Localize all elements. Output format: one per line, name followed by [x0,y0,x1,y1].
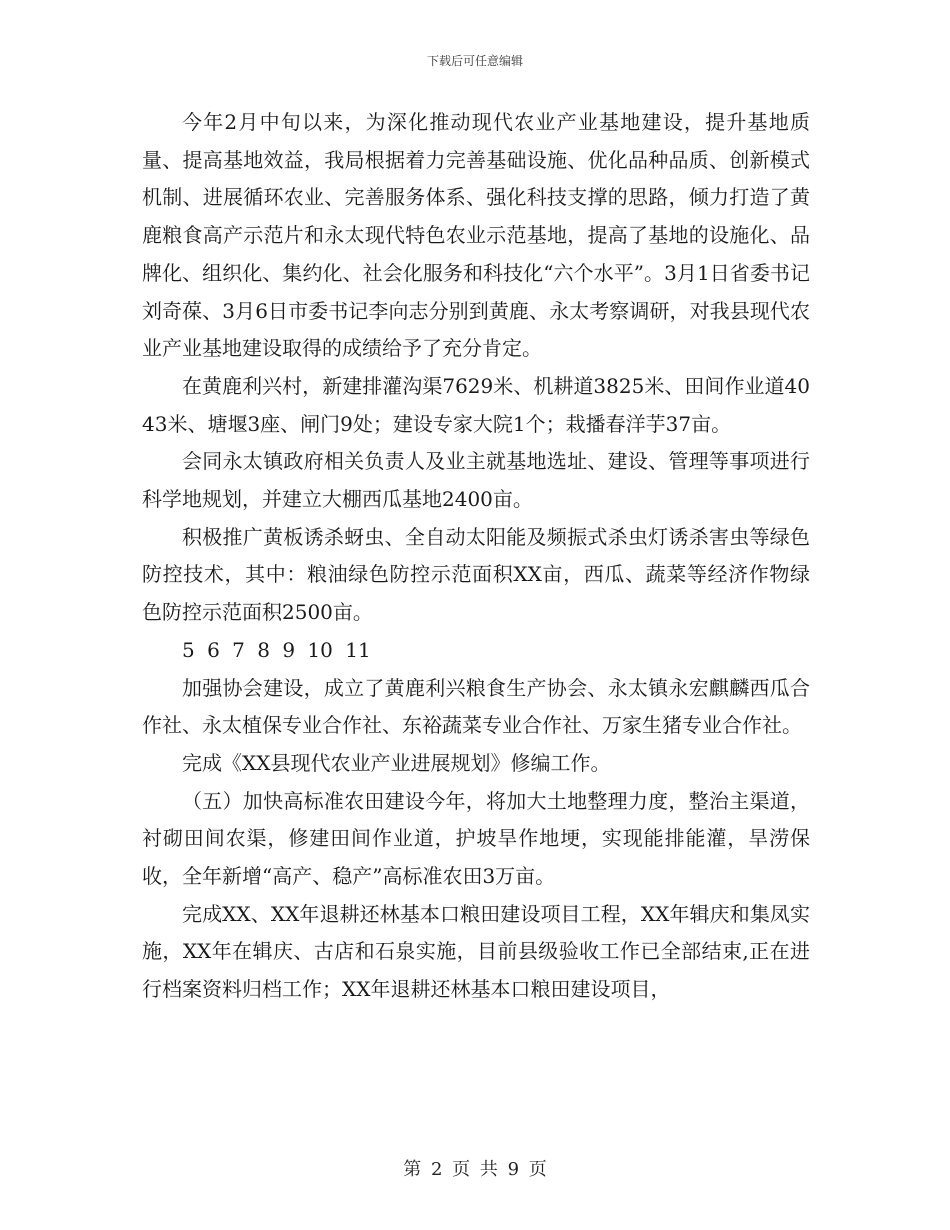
paragraph-farmland-construction: （五）加快高标准农田建设今年，将加大土地整理力度，整治主渠道，衬砌田间农渠，修建田间作业道，护坡旱作地埂，实现能排能灌，旱涝保收，全年新增“高产、稳产”高标准农田3万亩。 [142,788,810,889]
paragraph-intro: 今年2月中旬以来，为深化推动现代农业产业基地建设，提升基地质量、提高基地效益，我局根据着力完善基础设施、优化品种品质、创新模式机制、进展循环农业、完善服务体系、强化科技支撑的思路，倾力打造了黄鹿粮食高产示范片和永太现代特色农业示范基地，提高了基地的设施化、品牌化、组织化、集约化、社会化服务和科技化“六个水平”。3月1日省委书记刘奇葆、3月6日市委书记李向志分别到黄鹿、永太考察调研，对我县现代农业产业基地建设取得的成绩给予了充分肯定。 [142,110,810,361]
paragraph-reforestation-project: 完成XX、XX年退耕还林基本口粮田建设项目工程，XX年辑庆和集凤实施，XX年在辑庆、古店和石泉实施，目前县级验收工作已全部结束,正在进行档案资料归档工作；XX年退耕还林基本口粮田建设项目， [142,901,810,1002]
page-number: 第 2 页 共 9 页 [403,1159,547,1180]
document-body [142,104,810,1009]
paragraph-green-control: 积极推广黄板诱杀蚜虫、全自动太阳能及频振式杀虫灯诱杀害虫等绿色防控技术，其中：粮油绿色防控示范面积XX亩，西瓜、蔬菜等经济作物绿色防控示范面积2500亩。 [142,524,810,625]
page-header-note: 下载后可任意编辑 [426,54,523,68]
paragraph-association: 加强协会建设，成立了黄鹿利兴粮食生产协会、永太镇永宏麒麟西瓜合作社、永太植保专业合作社、东裕蔬菜专业合作社、万家生猪专业合作社。 [142,675,810,738]
paragraph-number-list: 5 6 7 8 9 10 11 [182,637,371,662]
paragraph-yongtai-planning: 会同永太镇政府相关负责人及业主就基地选址、建设、管理等事项进行科学地规划，并建立大棚西瓜基地2400亩。 [142,449,810,512]
paragraph-planning-revision: 完成《XX县现代农业产业进展规划》修编工作。 [182,750,611,775]
paragraph-huanglu-construction: 在黄鹿利兴村，新建排灌沟渠7629米、机耕道3825米、田间作业道4043米、塘堰3座、闸门9处；建设专家大院1个；栽播春洋芋37亩。 [142,373,810,436]
